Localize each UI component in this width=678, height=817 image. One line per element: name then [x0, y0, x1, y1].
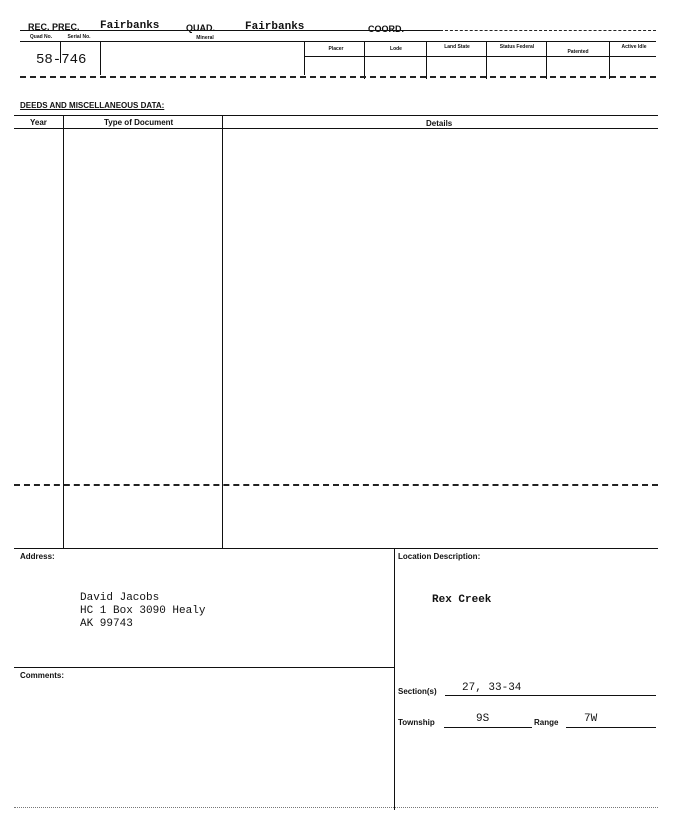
serial-no-label: Serial No. — [67, 34, 91, 40]
bottom-edge-dash — [14, 807, 658, 808]
header-col-rule — [304, 56, 656, 57]
placer-label: Placer — [328, 46, 344, 52]
range-value: 7W — [584, 713, 598, 725]
bottom-section-rule — [14, 548, 658, 549]
range-underline — [566, 727, 656, 728]
active-idle-label: Active Idle — [621, 44, 647, 50]
serial-value: 58-746 — [36, 52, 87, 68]
deeds-lower-dash — [14, 484, 658, 486]
details-col-header: Details — [426, 119, 453, 128]
status-federal-label: Status Federal — [499, 44, 535, 50]
township-label: Township — [398, 718, 435, 727]
quad-value: Fairbanks — [245, 21, 305, 33]
township-underline — [444, 727, 532, 728]
header-divider — [60, 41, 61, 63]
address-block — [80, 592, 205, 631]
deeds-section-title: DEEDS AND MISCELLANEOUS DATA: — [20, 101, 165, 110]
header-divider — [426, 41, 427, 79]
township-value: 9S — [476, 713, 490, 725]
header-divider — [546, 41, 547, 79]
comments-rule — [14, 667, 394, 668]
range-label: Range — [534, 718, 559, 727]
rec-prec-label: REC. PREC. — [28, 22, 80, 32]
quad-label: QUAD. — [186, 23, 215, 33]
header-divider — [364, 41, 365, 79]
patented-label: Patented — [567, 49, 589, 55]
coord-label: COORD. — [368, 24, 404, 34]
deeds-top-rule — [14, 115, 658, 116]
location-label: Location Description: — [398, 552, 481, 561]
section-value: 27, 33-34 — [462, 682, 522, 694]
address-label: Address: — [20, 552, 55, 561]
header-mid-rule — [20, 41, 656, 42]
header-divider — [609, 41, 610, 79]
address-line-street: HC 1 Box 3090 Healy — [80, 605, 206, 617]
header-bottom-dash — [20, 76, 656, 78]
header-divider — [304, 41, 305, 75]
location-value: Rex Creek — [432, 594, 492, 606]
address-line-name: David Jacobs — [80, 592, 160, 604]
section-label: Section(s) — [398, 687, 437, 696]
land-state-label: Land State — [444, 44, 470, 50]
header-divider — [486, 41, 487, 79]
deeds-header-rule — [14, 128, 658, 129]
mineral-label: Mineral — [196, 35, 214, 41]
header-top-dash — [440, 30, 656, 31]
address-line-city: AK 99743 — [80, 618, 133, 630]
rec-prec-value: Fairbanks — [100, 20, 160, 32]
header-divider — [100, 41, 101, 75]
quad-no-label: Quad No. — [29, 34, 53, 40]
lode-label: Lode — [390, 46, 402, 52]
bottom-section-divider — [394, 548, 395, 810]
type-col-header: Type of Document — [104, 118, 174, 127]
section-underline — [445, 695, 656, 696]
year-col-header: Year — [30, 118, 47, 127]
comments-label: Comments: — [20, 671, 65, 680]
